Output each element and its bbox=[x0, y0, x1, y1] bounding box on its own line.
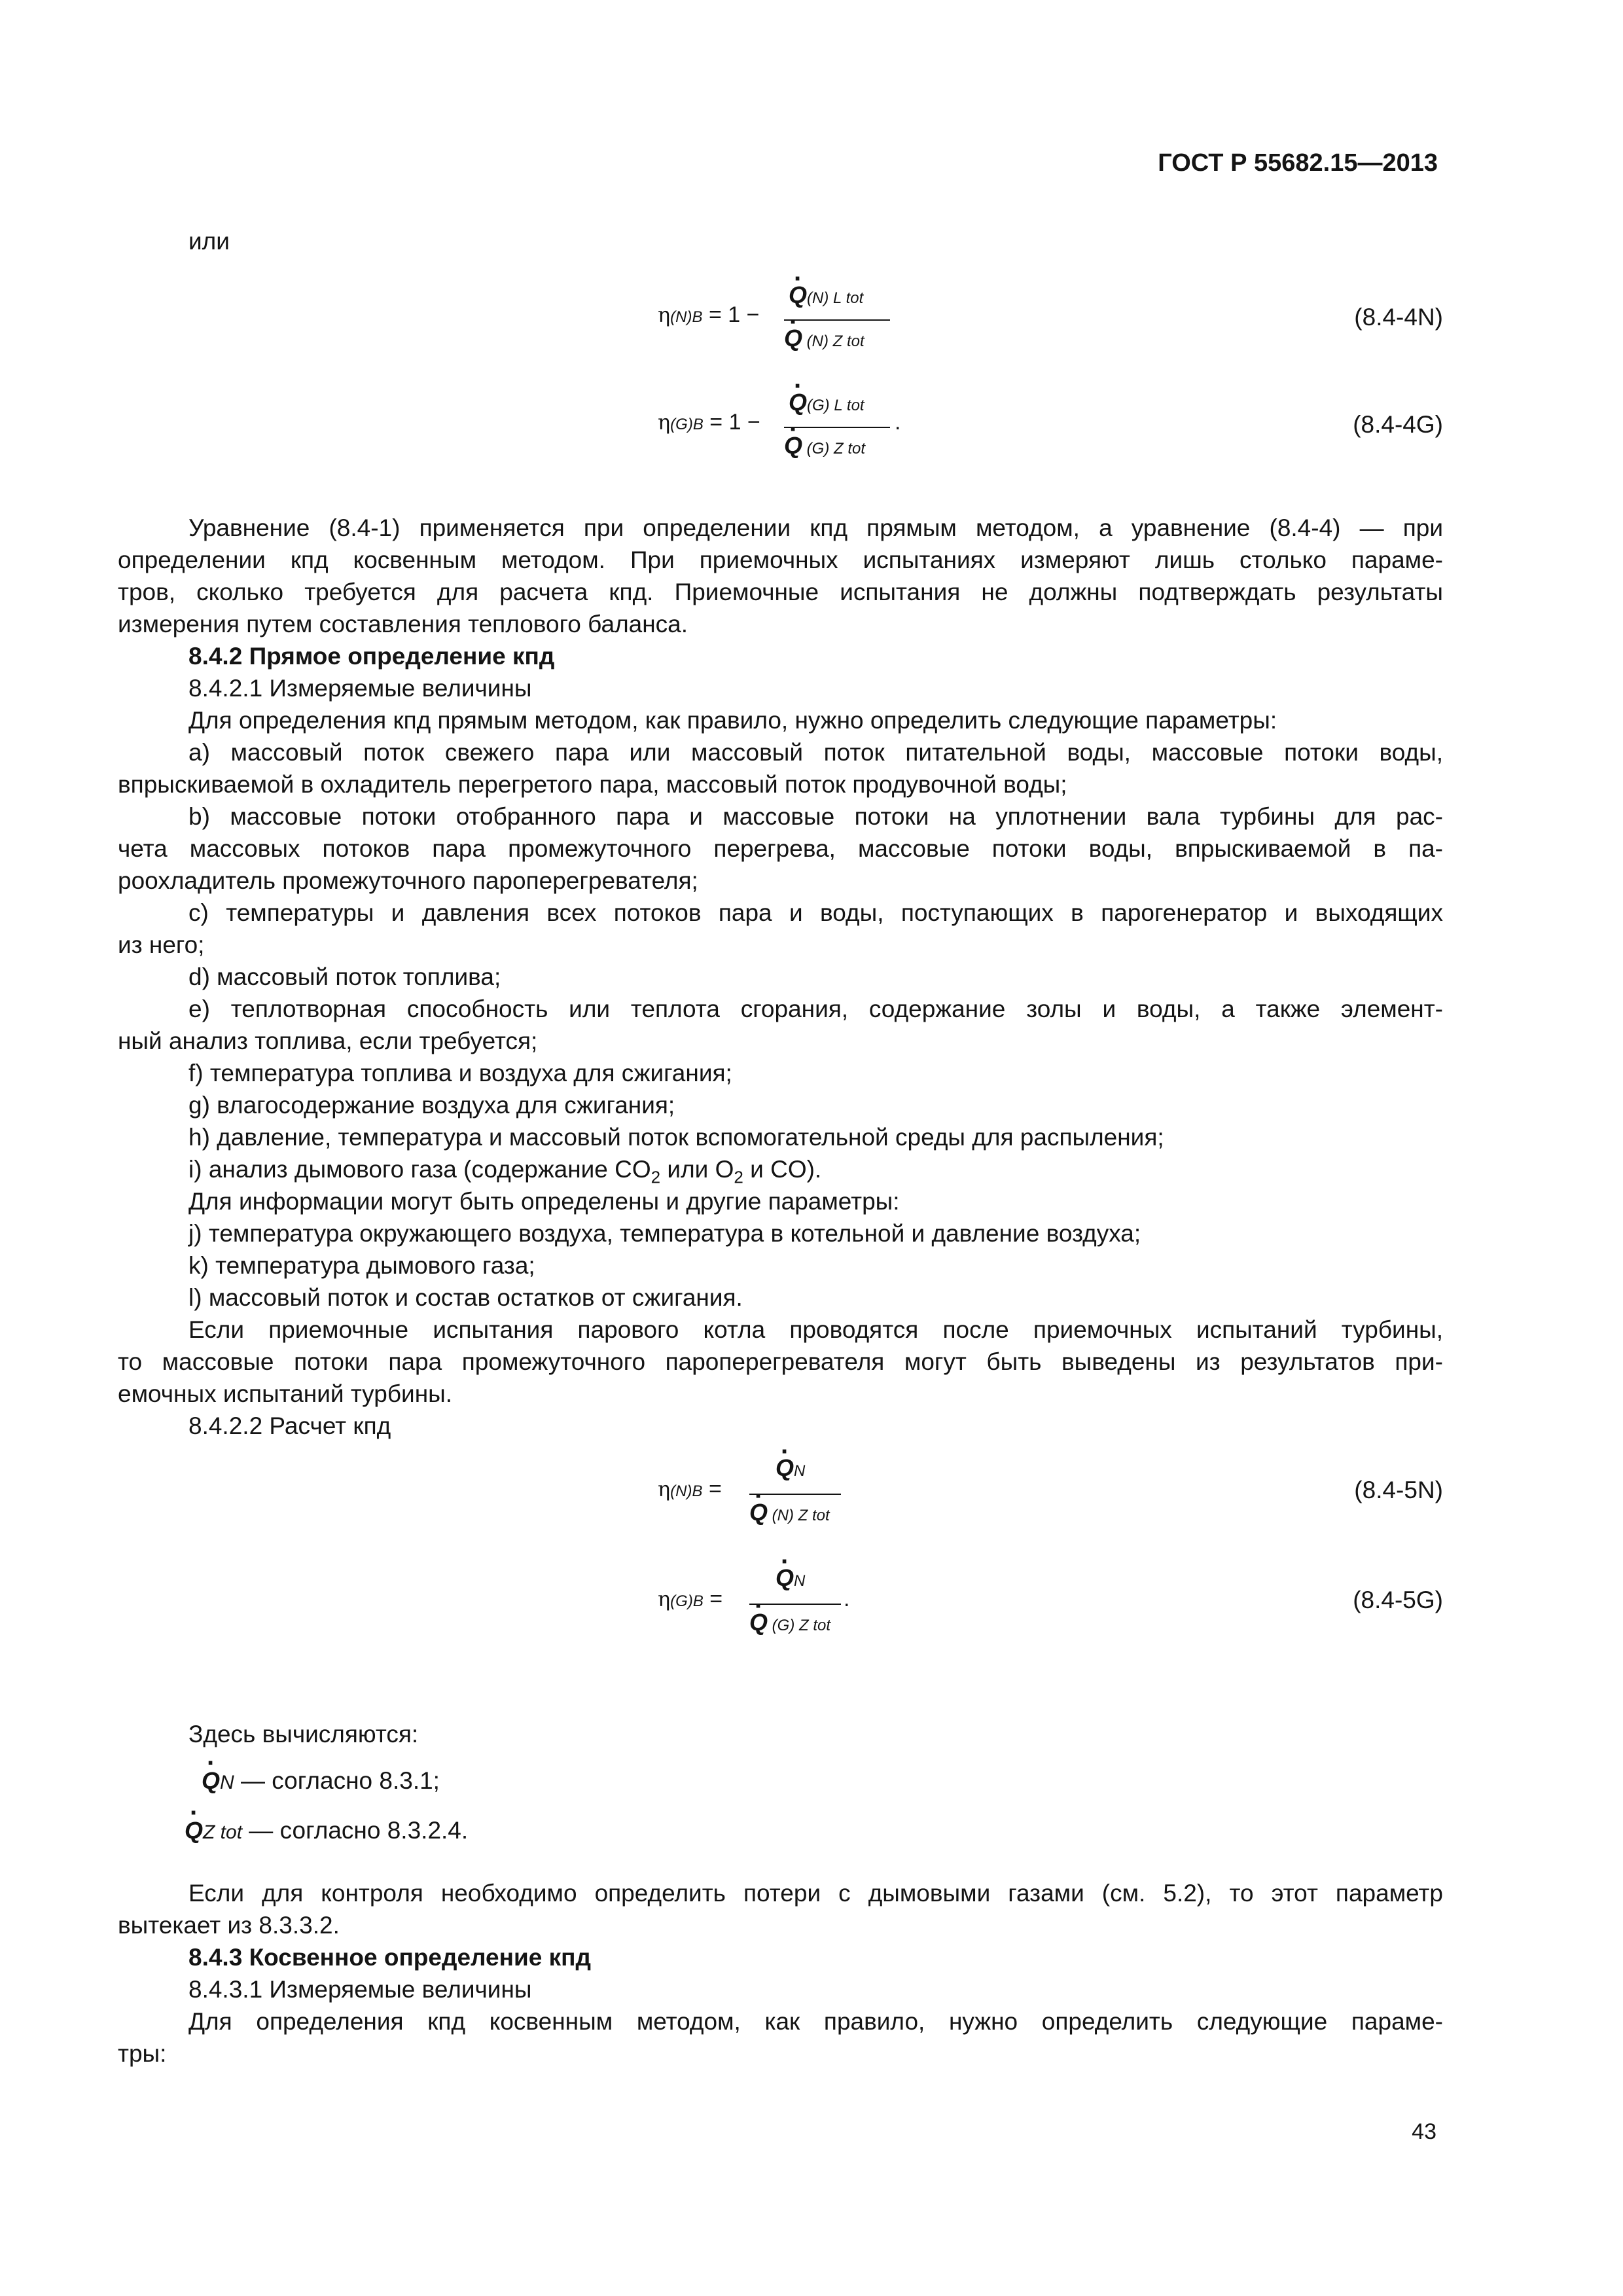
list-item-e: e) теплотворная способность или теплота сгорания, содержание золы и воды, а также элемент- ный анализ топлива, если требуется; bbox=[118, 996, 1443, 1054]
text-here-computed: Здесь вычисляются: bbox=[188, 1721, 419, 1748]
intro-indirect: Для определения кпд косвенным методом, как правило, нужно определить следующие параме- тры: bbox=[118, 2008, 1443, 2067]
paragraph-flue-losses: Если для контроля необходимо определить потери с дымовыми газами (см. 5.2), то этот параметр вытекает из 8.3.3.2. bbox=[118, 1880, 1443, 1939]
list-item-l: l) массовый поток и состав остатков от сжигания. bbox=[188, 1284, 743, 1311]
equation-8-4-4G: η(G)B = 1 − · Q(G) L tot · Q (G) Z tot . (8.4-4G) bbox=[658, 389, 1443, 474]
list-item-h: h) давление, температура и массовый поток вспомогательной среды для распыления; bbox=[188, 1124, 1164, 1151]
list-item-j: j) температура окружающего воздуха, температура в котельной и давление воздуха; bbox=[188, 1220, 1141, 1247]
equation-8-4-5N: η(N)B = · QN · Q (N) Z tot (8.4-5N) bbox=[658, 1454, 1443, 1539]
heading-8-4-3: 8.4.3 Косвенное определение кпд bbox=[188, 1944, 591, 1971]
list-item-b: b) массовые потоки отобранного пара и массовые потоки на уплотнении вала турбины для рас- чета массовых потоков пара промежуточного перегрева, массовые потоки воды, впрыскиваемой в па- роохладитель промежуточного пароперегревателя; bbox=[118, 803, 1443, 894]
list-item-k: k) температура дымового газа; bbox=[188, 1252, 535, 1279]
equation-number: (8.4-4G) bbox=[1353, 411, 1443, 438]
definition-qn: · QN — согласно 8.3.1; bbox=[202, 1765, 440, 1799]
paragraph-turbine: Если приемочные испытания парового котла проводятся после приемочных испытаний турбины, то массовые потоки пара промежуточного пароперегревателя могут быть выведены из результатов при- емочных испытаний турбины. bbox=[118, 1316, 1443, 1407]
paragraph-acceptance-tests: Уравнение (8.4-1) применяется при определении кпд прямым методом, а уравнение (8.4-4) — при определении кпд косвенным методом. При приемочных испытаниях измеряют лишь столько параме- тров, сколько требуется для расчета кпд. Приемочные испытания не должны подтверждать результаты измерения путем составления теплового баланса. bbox=[118, 514, 1443, 637]
equation-number: (8.4-5G) bbox=[1353, 1587, 1443, 1613]
heading-8-4-3-1: 8.4.3.1 Измеряемые величины bbox=[188, 1976, 532, 2003]
list-item-d: d) массовый поток топлива; bbox=[188, 963, 501, 990]
equation-number: (8.4-4N) bbox=[1354, 304, 1443, 331]
info-intro: Для информации могут быть определены и другие параметры: bbox=[188, 1188, 900, 1215]
list-item-a: a) массовый поток свежего пара или массовый поток питательной воды, массовые потоки воды, впрыскиваемой в охладитель перегретого пара, массовый поток продувочной воды; bbox=[118, 739, 1443, 798]
equation-8-4-5G: η(G)B = · QN · Q (G) Z tot . (8.4-5G) bbox=[658, 1564, 1443, 1649]
list-item-g: g) влагосодержание воздуха для сжигания; bbox=[188, 1092, 675, 1119]
intro-direct: Для определения кпд прямым методом, как правило, нужно определить следующие параметры: bbox=[188, 707, 1277, 734]
document-code: ГОСТ Р 55682.15—2013 bbox=[1158, 149, 1438, 177]
list-item-c: c) температуры и давления всех потоков пара и воды, поступающих в парогенератор и выходящих из него; bbox=[118, 899, 1443, 958]
definition-qz: · QZ tot — согласно 8.3.2.4. bbox=[185, 1814, 468, 1848]
page-number: 43 bbox=[1412, 2119, 1436, 2144]
heading-8-4-2-2: 8.4.2.2 Расчет кпд bbox=[188, 1412, 391, 1439]
heading-8-4-2: 8.4.2 Прямое определение кпд bbox=[188, 643, 555, 670]
heading-8-4-2-1: 8.4.2.1 Измеряемые величины bbox=[188, 675, 532, 702]
list-item-i: i) анализ дымового газа (содержание $CO_2$ или $O_2$ и CO). bbox=[188, 1156, 822, 1187]
equation-8-4-4N: η(N)B = 1 − · Q(N) L tot · Q (N) Z tot (8.4-4N) bbox=[658, 281, 1443, 367]
text-or: или bbox=[188, 228, 230, 255]
list-item-f: f) температура топлива и воздуха для сжигания; bbox=[188, 1060, 732, 1086]
equation-number: (8.4-5N) bbox=[1354, 1477, 1443, 1503]
